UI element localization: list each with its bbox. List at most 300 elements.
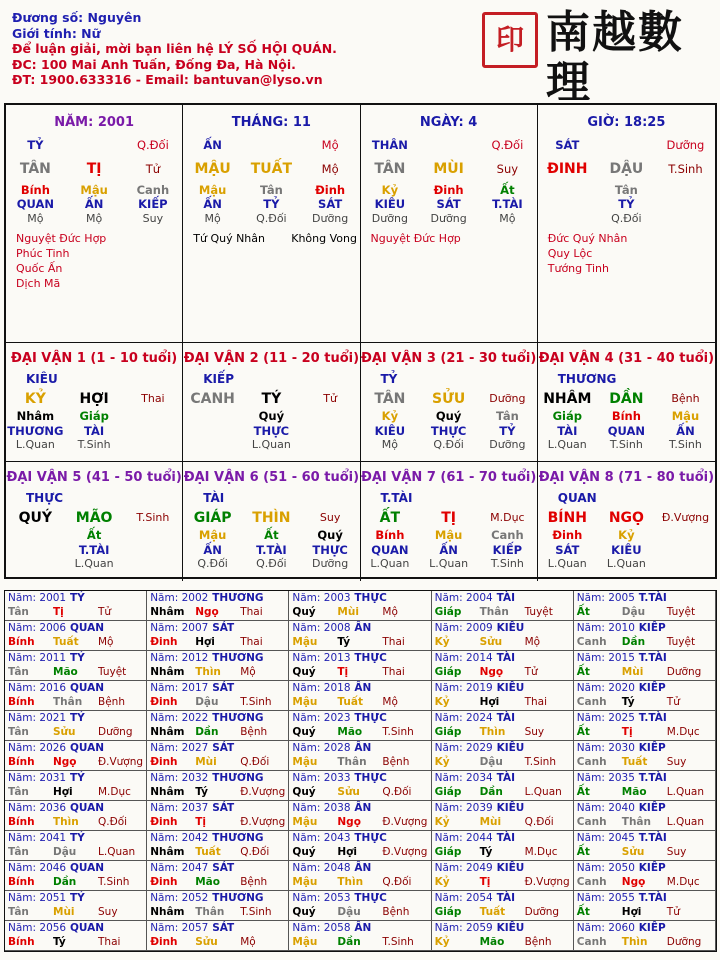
year-branch: Thìn (479, 726, 506, 738)
cell-value: T.TÀI (256, 542, 287, 557)
year-god: THƯƠNG (212, 712, 264, 724)
cell-row (361, 557, 537, 572)
year-head (435, 891, 573, 905)
year-god: TÀI (496, 772, 515, 784)
cell-value: THÌN (252, 510, 291, 526)
year-label: Năm: 2018 (292, 682, 351, 694)
cell-value: L.Quan (547, 438, 587, 451)
cell-value: TỶ (263, 197, 280, 211)
year-label: Năm: 2004 (434, 592, 493, 604)
hidden-stem (124, 528, 183, 543)
year-stems (8, 695, 146, 709)
year-head (577, 681, 715, 695)
year-cell (5, 711, 147, 741)
year-head (8, 831, 146, 845)
year-stage: Tử (666, 906, 680, 918)
year-head (8, 861, 146, 875)
year-branch: Dần (621, 636, 646, 648)
cell-row (183, 389, 359, 409)
year-stems (577, 605, 715, 619)
year-label: Năm: 2006 (8, 622, 67, 634)
year-label: Năm: 2022 (150, 712, 209, 724)
year-label: Năm: 2001 (8, 592, 67, 604)
year-label: Năm: 2033 (292, 772, 351, 784)
year-stem: Canh (576, 696, 607, 708)
year-stage: Q.Đối (524, 816, 554, 828)
year-stage: Dưỡng (98, 726, 133, 738)
hidden-stem: Ất (500, 182, 515, 197)
cell-value: Dưỡng (430, 211, 467, 225)
year-god: THỰC (354, 892, 387, 904)
year-stems (8, 935, 146, 949)
year-stage: Thai (98, 936, 121, 948)
year-cell (5, 771, 147, 801)
year-god: QUAN (70, 922, 105, 934)
year-branch: Hợi (337, 846, 357, 858)
cell-value: L.Quan (15, 438, 55, 451)
year-stage: Suy (524, 726, 545, 738)
cell-value: T.TÀI (78, 542, 110, 557)
year-branch: Thân (53, 696, 83, 708)
cell-row (361, 438, 537, 453)
year-cell (574, 681, 716, 711)
cell-value: Mộ (204, 211, 221, 225)
year-cell (5, 681, 147, 711)
year-head (435, 711, 573, 725)
year-god: TỶ (70, 652, 85, 664)
dai-van-8 (538, 462, 715, 581)
dai-van-title: ĐẠI VẬN 7 (61 - 70 tuổi) (360, 470, 537, 485)
year-branch: Mùi (479, 816, 502, 828)
year-god: KIÊU (496, 922, 525, 934)
year-god: KIẾP (638, 622, 666, 634)
year-stem: Tân (8, 786, 29, 798)
year-cell (574, 891, 716, 921)
hidden-stem (656, 183, 715, 198)
cell-value: KIẾP (138, 197, 168, 211)
pillar-title: NGÀY: 4 (419, 115, 478, 130)
year-cell (5, 651, 147, 681)
year-cell (147, 741, 289, 771)
year-stem: Quý (292, 846, 316, 858)
year-stems (435, 815, 573, 829)
hidden-row (361, 183, 537, 198)
year-stem: Mậu (292, 936, 318, 948)
hidden-stem: Mậu (80, 182, 108, 197)
year-head (577, 801, 715, 815)
year-stems (435, 785, 573, 799)
year-stem: Bính (8, 636, 35, 648)
year-head (150, 591, 288, 605)
year-label: Năm: 2012 (150, 652, 209, 664)
year-cell (147, 681, 289, 711)
year-cell (289, 891, 431, 921)
year-branch: Thân (337, 756, 367, 768)
year-cell (574, 801, 716, 831)
cell-value: GIÁP (193, 510, 232, 526)
cell-value: MÙI (433, 160, 464, 177)
year-stem: Giáp (434, 606, 462, 618)
year-cell (289, 861, 431, 891)
year-stems (150, 785, 288, 799)
year-cell (147, 771, 289, 801)
year-branch: Ngọ (479, 666, 504, 678)
year-label: Năm: 2059 (434, 922, 493, 934)
cell-value: Q.Đối (136, 138, 169, 152)
year-branch: Sửu (621, 846, 645, 858)
star-item: Không Vong (291, 232, 357, 245)
year-stem: Đinh (150, 876, 178, 888)
year-label: Năm: 2013 (292, 652, 351, 664)
cell-value: Q.Đối (256, 211, 287, 225)
cell-value: ẤN (676, 423, 695, 438)
cell-row (361, 389, 537, 409)
year-god: KIÊU (496, 802, 525, 814)
year-stems (8, 875, 146, 889)
year-stems (8, 815, 146, 829)
cell-row (538, 197, 715, 212)
hidden-row (183, 409, 359, 424)
year-stage: Đ.Vượng (524, 876, 570, 888)
year-stems (150, 815, 288, 829)
year-stems (292, 935, 430, 949)
year-stem: Ất (576, 846, 590, 858)
year-stage: T.Sinh (382, 726, 414, 738)
year-head (435, 921, 573, 935)
year-cell (574, 651, 716, 681)
cell-value: Suy (142, 211, 164, 225)
cell-value: KIÊU (374, 197, 406, 211)
cell-value: TÂN (374, 391, 406, 407)
year-label: Năm: 2046 (8, 862, 67, 874)
cell-row (361, 197, 537, 212)
cell-row (6, 159, 182, 179)
year-head (150, 651, 288, 665)
stars-list-2 (291, 231, 357, 246)
year-label: Năm: 2057 (150, 922, 209, 934)
year-stem: Nhâm (150, 906, 185, 918)
year-branch: Ngọ (195, 606, 219, 618)
year-branch: Thân (195, 906, 225, 918)
cell-row (538, 438, 715, 453)
year-stage: Đ.Vượng (240, 786, 286, 798)
year-branch: Dần (195, 726, 219, 738)
year-god: ẤN (354, 862, 372, 874)
year-cell (432, 681, 574, 711)
year-label: Năm: 2021 (8, 712, 67, 724)
year-label: Năm: 2015 (576, 652, 635, 664)
year-branch: Sửu (479, 636, 503, 648)
cell-row (6, 389, 182, 409)
year-head (150, 771, 288, 785)
cell-value: THỰC (253, 423, 290, 438)
year-head (435, 621, 573, 635)
stars-list (548, 231, 628, 276)
dai-van-title: ĐẠI VẬN 2 (11 - 20 tuổi) (183, 351, 360, 366)
cell-value: Suy (319, 511, 341, 524)
year-stems (577, 845, 715, 859)
hidden-stem (183, 409, 242, 424)
cell-value: Thai (141, 392, 165, 405)
year-stage: Mộ (524, 636, 541, 648)
year-head (150, 921, 288, 935)
year-stems (435, 875, 573, 889)
cell-value: TỊ (441, 510, 456, 526)
year-cell (289, 771, 431, 801)
cell-value: NHÂM (543, 391, 592, 407)
hidden-stem (301, 409, 360, 424)
year-god: KIÊU (496, 862, 525, 874)
cell-value: SÁT (436, 197, 461, 211)
year-stage: T.Sinh (382, 936, 414, 948)
hidden-stem: Nhâm (16, 409, 55, 423)
dai-van-god: THỰC (26, 491, 64, 505)
year-god: SÁT (212, 622, 235, 634)
year-cell (432, 771, 574, 801)
year-stage: Mộ (382, 606, 398, 618)
year-label: Năm: 2041 (8, 832, 67, 844)
cell-value: DẦN (609, 391, 644, 407)
cell-row (183, 543, 359, 558)
cell-value: Bệnh (671, 392, 700, 405)
cell-value (124, 424, 183, 439)
year-label: Năm: 2040 (576, 802, 635, 814)
year-god: TÀI (496, 832, 515, 844)
year-stem: Nhâm (150, 726, 185, 738)
hidden-stem: Kỷ (618, 528, 635, 542)
hidden-row (6, 528, 182, 543)
year-label: Năm: 2049 (434, 862, 493, 874)
cell-row (183, 424, 359, 439)
year-stage: Tuyệt (666, 606, 696, 618)
year-stem: Ất (576, 666, 590, 678)
year-branch: Thìn (621, 936, 648, 948)
year-stem: Mậu (292, 816, 318, 828)
year-stage: Tuyệt (524, 606, 553, 618)
year-label: Năm: 2019 (434, 682, 493, 694)
year-cell (147, 651, 289, 681)
cell-value: MẬU (194, 160, 231, 177)
cell-value: QUAN (16, 197, 55, 211)
hidden-stem: Kỷ (381, 182, 399, 197)
year-head (8, 921, 146, 935)
year-stage: Đ.Vượng (382, 816, 428, 828)
cell-value: T.TÀI (492, 197, 523, 211)
year-branch: Tý (337, 636, 351, 648)
cell-value (656, 212, 715, 227)
year-stems (435, 755, 573, 769)
year-branch: Tuất (479, 906, 506, 918)
hidden-row (183, 528, 359, 543)
year-stems (292, 875, 430, 889)
year-stem: Giáp (434, 666, 462, 678)
cell-value: QUAN (607, 423, 646, 438)
year-stage: L.Quan (666, 816, 704, 828)
year-stage: T.Sinh (524, 756, 556, 768)
year-branch: Thìn (53, 816, 79, 828)
year-label: Năm: 2008 (292, 622, 351, 634)
year-stage: Bệnh (524, 936, 552, 948)
year-stage: Tuyệt (98, 666, 127, 678)
cell-value: SÁT (555, 542, 580, 557)
year-stage: Bệnh (240, 726, 268, 738)
cell-value: KỶ (24, 391, 46, 407)
year-stems (292, 845, 430, 859)
year-stage: T.Sinh (240, 906, 272, 918)
cell-value: Mộ (321, 138, 339, 152)
year-god: TÀI (496, 652, 515, 664)
cell-value (656, 197, 715, 212)
year-head (8, 651, 146, 665)
year-label: Năm: 2048 (292, 862, 351, 874)
year-head (435, 801, 573, 815)
year-label: Năm: 2030 (576, 742, 635, 754)
year-branch: Sửu (53, 726, 76, 738)
year-god: THỰC (354, 652, 387, 664)
year-god: KIẾP (638, 802, 666, 814)
year-stems (8, 665, 146, 679)
year-head (577, 771, 715, 785)
year-stem: Đinh (150, 696, 178, 708)
hidden-stem: Mậu (671, 409, 700, 423)
hidden-stem: Mậu (198, 528, 227, 542)
cell-value: Suy (496, 161, 519, 176)
year-stem: Kỷ (434, 636, 450, 648)
star-item: Nguyệt Đức Hợp (16, 232, 107, 245)
cell-value: SÁT (555, 138, 580, 152)
cell-value: ẤT (379, 510, 401, 526)
dai-van-3 (361, 343, 538, 462)
cell-value (124, 543, 183, 558)
year-branch: Tuất (337, 696, 363, 708)
dai-van-god: TỶ (380, 372, 398, 386)
year-label: Năm: 2056 (8, 922, 67, 934)
star-item: Dịch Mã (16, 277, 61, 290)
dai-van-2 (183, 343, 360, 462)
year-cell (432, 831, 574, 861)
year-god: TÀI (496, 592, 515, 604)
dai-van-god: KIÊU (26, 372, 58, 386)
year-head (292, 801, 430, 815)
year-branch: Dần (337, 936, 361, 948)
cell-row (361, 424, 537, 439)
chart-header (12, 10, 337, 88)
year-label: Năm: 2043 (292, 832, 351, 844)
cell-value: DẬU (609, 160, 644, 177)
year-god: SÁT (212, 682, 235, 694)
year-label: Năm: 2036 (8, 802, 67, 814)
dai-van-6 (183, 462, 360, 581)
year-cell (289, 741, 431, 771)
year-stage: L.Quan (666, 786, 704, 798)
cell-value (538, 212, 597, 227)
cell-value (538, 197, 597, 212)
hidden-stem: Đinh (315, 182, 346, 197)
cell-value: Dưỡng (489, 392, 526, 405)
year-head (435, 681, 573, 695)
year-head (577, 651, 715, 665)
year-branch: Dậu (195, 696, 219, 708)
year-god: KIẾP (638, 862, 666, 874)
cell-value (656, 557, 715, 572)
hidden-stem: Quý (317, 528, 343, 542)
year-branch: Hợi (621, 906, 642, 918)
cell-value: Dưỡng (371, 211, 408, 225)
year-stage: Q.Đối (382, 786, 412, 798)
year-branch: Mão (337, 726, 363, 738)
cell-value: Mộ (381, 438, 398, 451)
cell-value: ĐINH (547, 160, 588, 177)
cell-value (301, 438, 360, 453)
cell-row (538, 543, 715, 558)
year-label: Năm: 2055 (576, 892, 635, 904)
year-stage: Tử (666, 696, 680, 708)
year-stage: M.Dục (666, 726, 700, 738)
cell-value: ẤN (203, 542, 222, 557)
year-head (292, 921, 430, 935)
year-stem: Canh (576, 816, 607, 828)
year-god: THƯƠNG (212, 772, 264, 784)
year-stems (577, 725, 715, 739)
year-branch: Dậu (479, 756, 503, 768)
year-stem: Giáp (434, 726, 462, 738)
cell-row (6, 138, 182, 153)
dai-van-title: ĐẠI VẬN 8 (71 - 80 tuổi) (538, 470, 715, 485)
cell-value: TÂN (374, 160, 406, 177)
cell-value: Q.Đối (611, 211, 642, 225)
year-head (435, 771, 573, 785)
year-god: QUAN (70, 742, 105, 754)
cell-value (183, 424, 242, 439)
year-stems (292, 605, 430, 619)
cell-value: T.Sinh (609, 438, 643, 451)
hidden-stem: Quý (258, 409, 285, 423)
cell-value: Dưỡng (489, 438, 526, 451)
hidden-row (538, 183, 715, 198)
year-stem: Nhâm (150, 846, 185, 858)
cell-value (6, 543, 65, 558)
hidden-stem (124, 409, 183, 424)
year-branch: Mão (195, 876, 220, 888)
hidden-stem: Ất (264, 528, 279, 542)
year-stem: Tân (8, 606, 29, 618)
cell-value: ẤN (84, 197, 104, 211)
year-stems (435, 665, 573, 679)
year-cell (574, 921, 716, 951)
cell-value: TÂN (19, 160, 51, 177)
cell-row (6, 212, 182, 227)
pillar-chart (4, 103, 717, 579)
year-stems (577, 635, 715, 649)
year-god: THƯƠNG (212, 832, 264, 844)
cell-value: Q.Đối (491, 138, 524, 152)
year-label: Năm: 2026 (8, 742, 67, 754)
year-stage: Suy (666, 846, 687, 858)
year-stems (150, 665, 288, 679)
year-head (577, 831, 715, 845)
year-branch: Tý (621, 696, 635, 708)
cell-value: THỰC (430, 423, 467, 438)
star-item: Tứ Quý Nhân (193, 232, 265, 245)
year-cell (147, 891, 289, 921)
year-stage: Tử (524, 666, 538, 678)
year-head (8, 711, 146, 725)
dai-van-4 (538, 343, 715, 462)
cell-value: QUÝ (18, 510, 53, 526)
cell-value (124, 557, 183, 572)
year-cell (5, 861, 147, 891)
cell-value: L.Quan (251, 438, 291, 451)
